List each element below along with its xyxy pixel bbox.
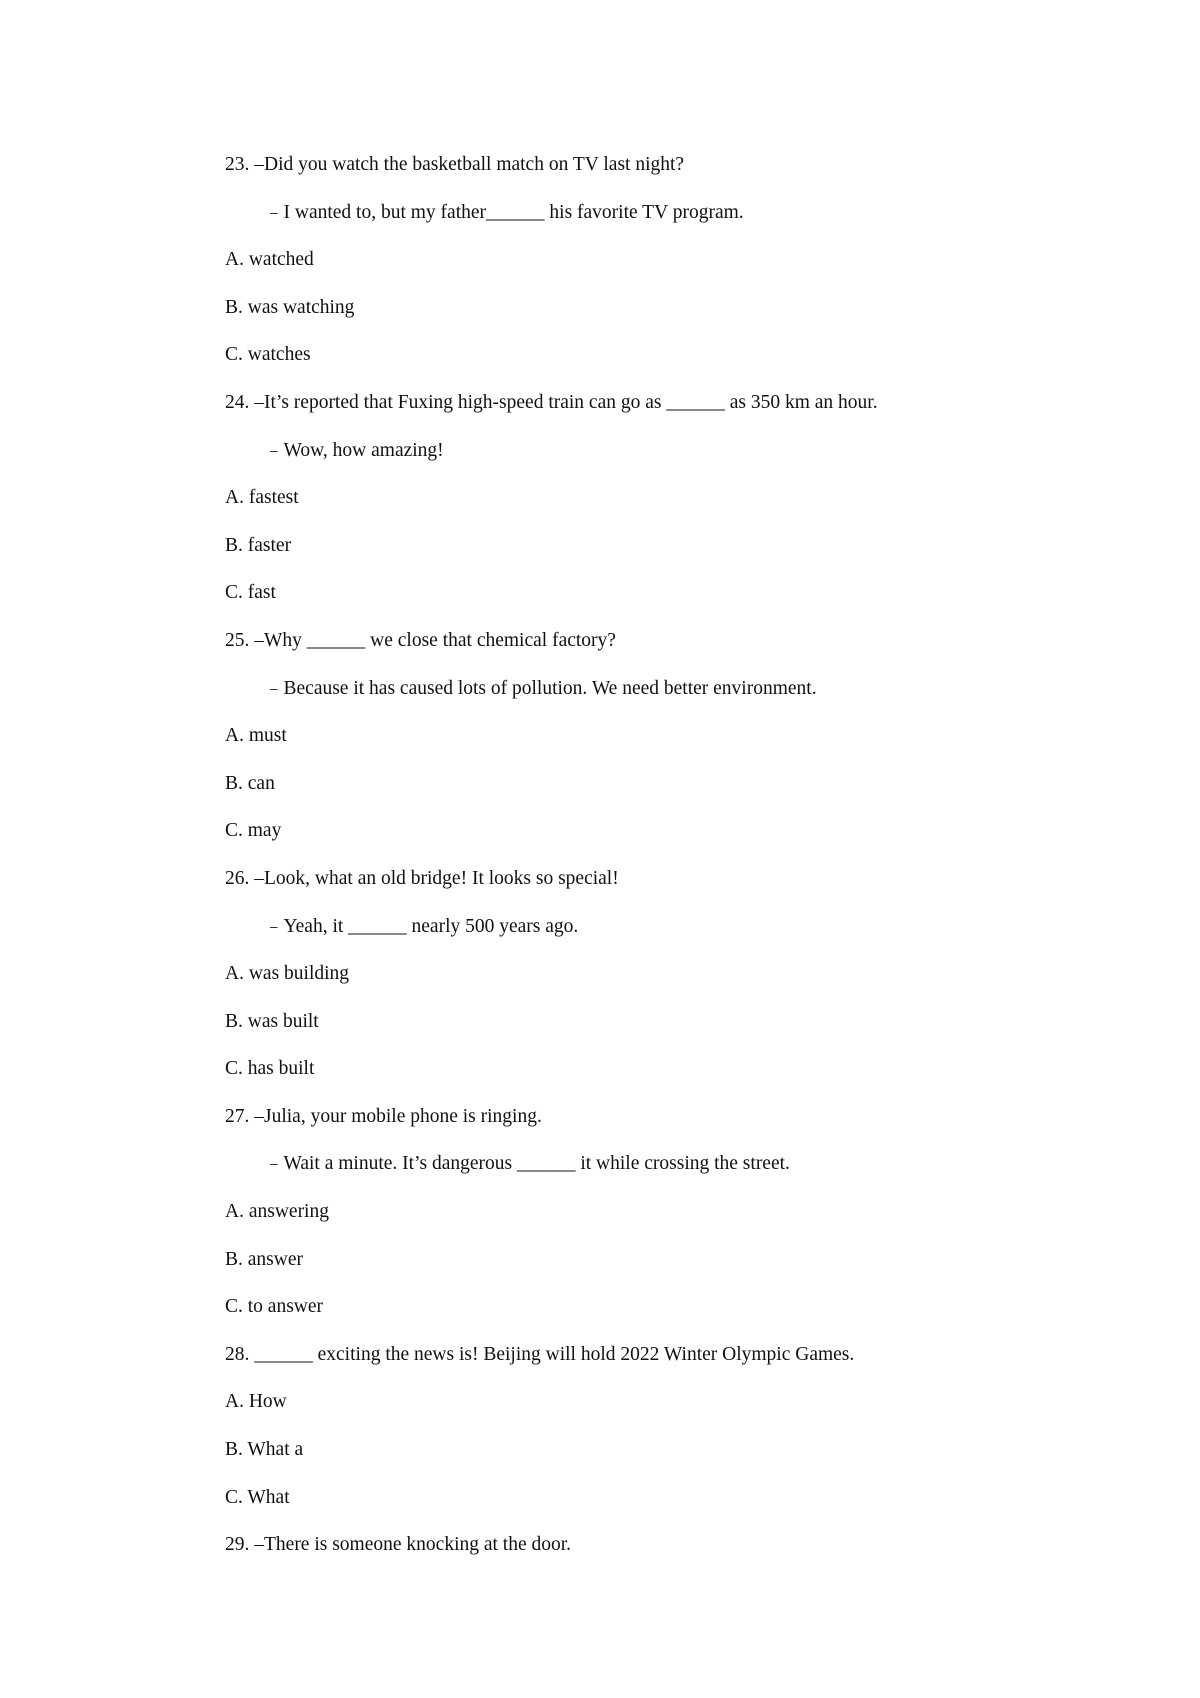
question-24-reply: ﹣Wow, how amazing!: [264, 439, 444, 461]
question-27-prompt: 27. –Julia, your mobile phone is ringing.: [225, 1105, 542, 1127]
question-23-option-a: A. watched: [225, 249, 314, 271]
question-24-prompt: 24. –It’s reported that Fuxing high-speed train can go as ______ as 350 km an hour.: [225, 391, 878, 413]
question-24-option-a: A. fastest: [225, 487, 299, 509]
question-23-reply: ﹣I wanted to, but my father______ his favorite TV program.: [264, 201, 744, 223]
question-23-option-c: C. watches: [225, 344, 311, 366]
question-28-prompt: 28. ______ exciting the news is! Beijing will hold 2022 Winter Olympic Games.: [225, 1343, 855, 1365]
question-26-reply: ﹣Yeah, it ______ nearly 500 years ago.: [264, 915, 579, 937]
question-27-option-b: B. answer: [225, 1248, 303, 1270]
question-27-option-c: C. to answer: [225, 1296, 324, 1318]
question-26-prompt: 26. –Look, what an old bridge! It looks so special!: [225, 867, 619, 889]
question-28-option-b: B. What a: [225, 1439, 304, 1461]
question-25-reply: ﹣Because it has caused lots of pollution. We need better environment.: [264, 677, 817, 699]
question-25-prompt: 25. –Why ______ we close that chemical factory?: [225, 629, 616, 651]
question-28-option-a: A. How: [225, 1391, 287, 1413]
question-list: [225, 152, 1125, 1580]
question-29-prompt: 29. –There is someone knocking at the door.: [225, 1534, 572, 1556]
question-26-option-c: C. has built: [225, 1058, 315, 1080]
question-25-option-c: C. may: [225, 820, 282, 842]
question-26-option-a: A. was building: [225, 963, 350, 985]
question-24-option-c: C. fast: [225, 582, 276, 604]
question-27-reply: ﹣Wait a minute. It’s dangerous ______ it while crossing the street.: [264, 1153, 790, 1175]
question-26-option-b: B. was built: [225, 1010, 319, 1032]
question-23-option-b: B. was watching: [225, 296, 355, 318]
question-25-option-b: B. can: [225, 772, 275, 794]
question-28-option-c: C. What: [225, 1486, 290, 1508]
question-27-option-a: A. answering: [225, 1201, 329, 1223]
question-23-prompt: 23. –Did you watch the basketball match on TV last night?: [225, 154, 685, 175]
question-25-option-a: A. must: [225, 725, 287, 747]
question-24-option-b: B. faster: [225, 534, 292, 556]
